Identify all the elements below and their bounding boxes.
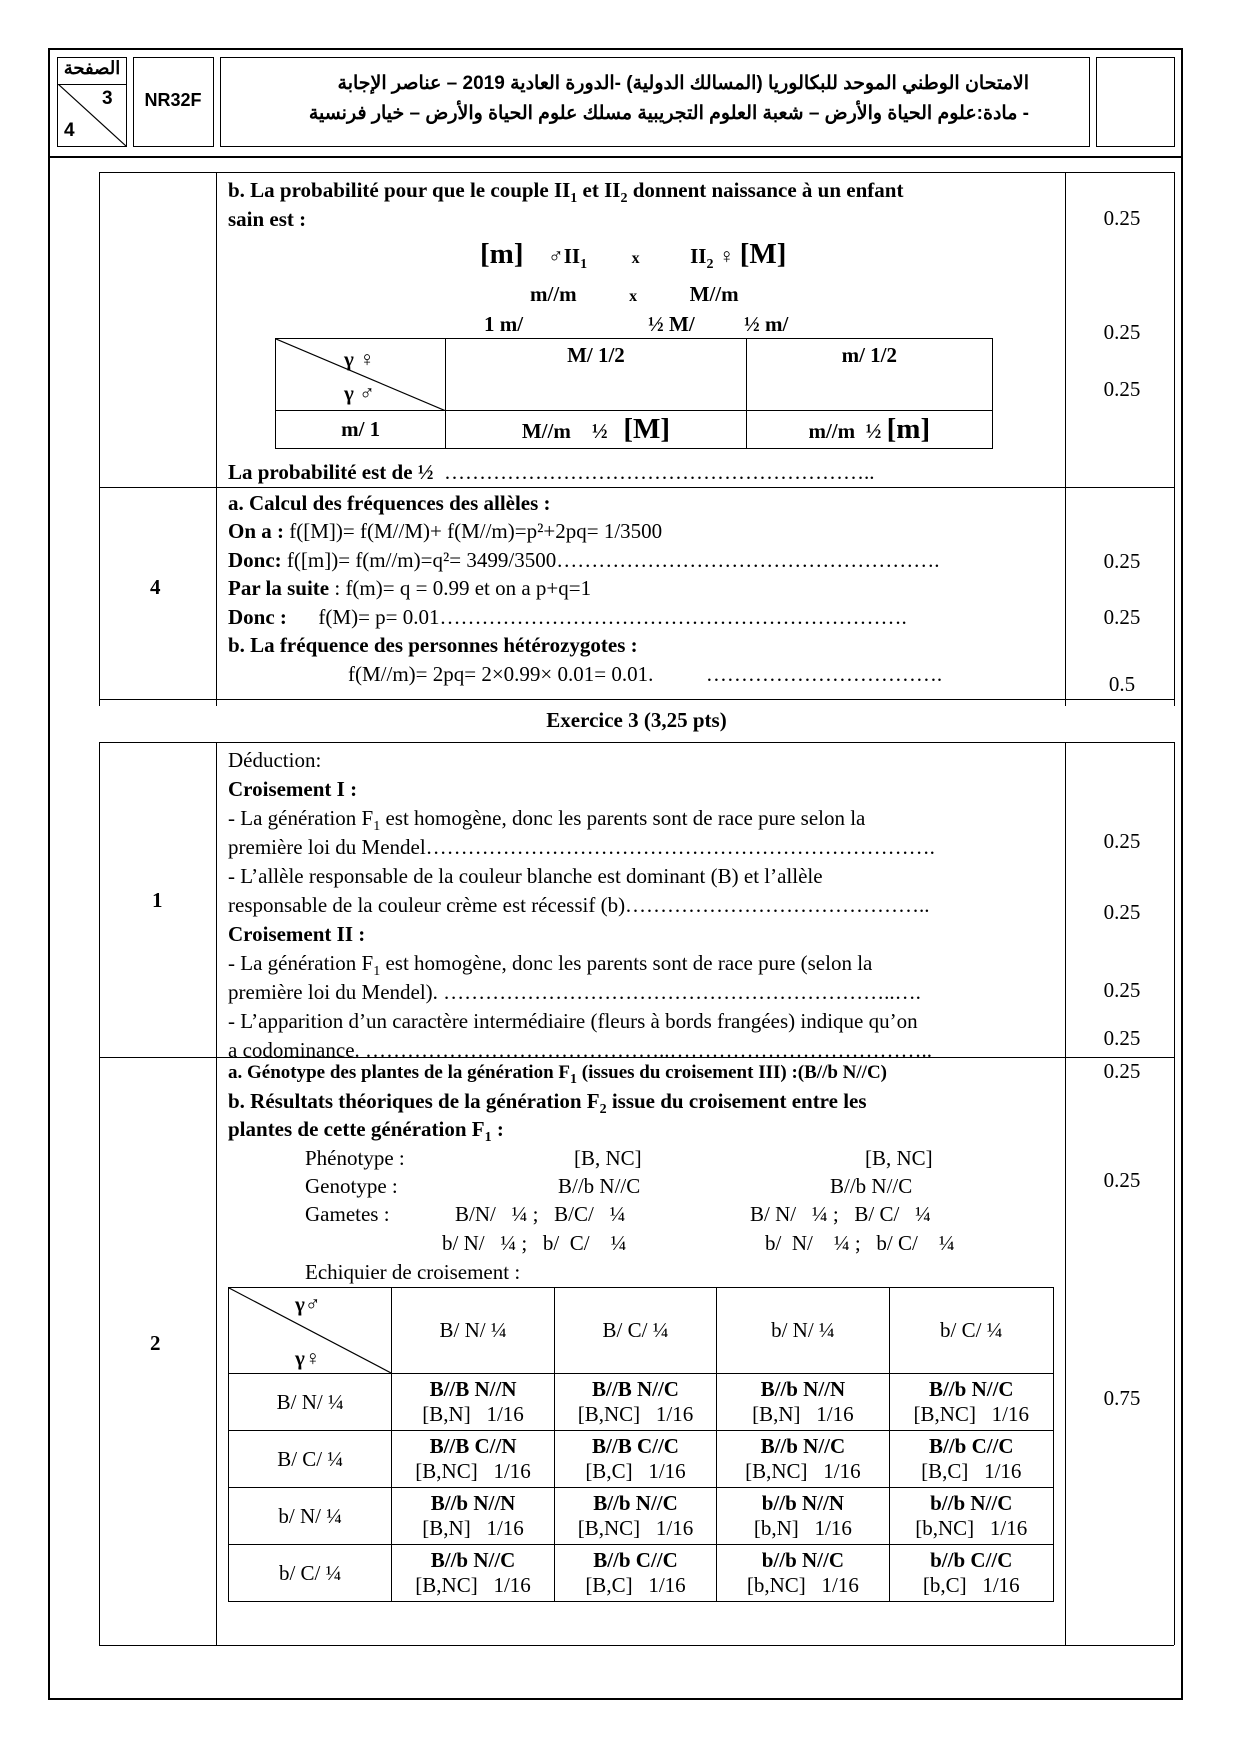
cell-Mm-frac: ½ — [591, 419, 608, 443]
prob-title-a: b. La probabilité pour que le couple II — [228, 178, 571, 202]
grid-cell-geno: B//b C//C — [593, 1548, 678, 1572]
grid-cell — [717, 1488, 889, 1545]
q4-b-title: b. La fréquence des personnes hétérozygotes : — [228, 633, 638, 657]
col-header-M: M/ 1/2 — [446, 339, 746, 411]
grid-cell — [717, 1374, 889, 1431]
cell-Mm-geno: M//m — [521, 419, 571, 443]
grid-row-header: b/ N/ ¼ — [229, 1488, 392, 1545]
q1-c2-l4: a codominance. ……………………………………..……………………………….. — [228, 1038, 933, 1062]
page-number-box — [57, 57, 127, 147]
prob-title-sub2: 2 — [620, 191, 628, 207]
pheno-2: [B, NC] — [865, 1146, 933, 1170]
prob-title-c: donnent naissance à un enfant — [627, 178, 904, 202]
prob-title-line2: sain est : — [228, 207, 307, 231]
pheno-label: Phénotype : — [305, 1146, 405, 1170]
prob-conclusion-dots: …………………………………………………….. — [444, 460, 875, 484]
q1-deduction: Déduction: — [228, 748, 322, 772]
q4-l1-text: f([M])= f(M//M)+ f(M//m)=p²+2pq= 1/3500 — [289, 519, 663, 543]
title-line-1: الامتحان الوطني الموحد للبكالوريا (المسالك الدولية) -الدورة العادية 2019 – عناصر الإجابة — [337, 73, 1029, 94]
grid-cell-pheno: [B,NC] 1/16 — [577, 1402, 694, 1426]
grid-cell-geno: B//B C//N — [429, 1434, 517, 1458]
grid-col-header: B/ N/ ¼ — [392, 1288, 554, 1374]
prob-conclusion — [228, 458, 875, 486]
q1-c1-l4: responsable de la couleur crème est récessif (b)…………………………………….. — [228, 893, 930, 917]
points-q4-1: 0.25 — [1103, 549, 1141, 573]
grid-cell-geno: b//b C//C — [930, 1548, 1013, 1572]
gam-row1-left: B/N/ ¼ ; B/C/ ¼ — [455, 1202, 626, 1226]
gam-row2-right: b/ N/ ¼ ; b/ C/ ¼ — [765, 1231, 955, 1255]
q4-b-dots: ……………………………. — [705, 662, 943, 686]
points-q4-2: 0.25 — [1103, 605, 1141, 629]
title-box — [220, 57, 1090, 147]
col-header-m: m/ 1/2 — [746, 339, 992, 411]
grid-row-header: b/ C/ ¼ — [229, 1545, 392, 1602]
q1-c2-l1-b: est homogène, donc les parents sont de race pure (selon la — [380, 951, 873, 975]
q1-c2-l1 — [228, 949, 873, 980]
blank-box — [1096, 57, 1175, 147]
grid-cell-geno: B//b N//C — [928, 1377, 1014, 1401]
grid-cell-pheno: [B,N] 1/16 — [422, 1516, 524, 1540]
points-prob-1: 0.25 — [1103, 206, 1141, 230]
grid-cell-geno: B//B N//N — [429, 1377, 517, 1401]
grid-cell — [717, 1431, 889, 1488]
grid-male-gamma: γ♂ — [295, 1292, 321, 1316]
grid-col-header: b/ C/ ¼ — [889, 1288, 1053, 1374]
row-header-m: m/ 1 — [276, 411, 446, 449]
grid-cell — [392, 1545, 554, 1602]
page-label: الصفحة — [63, 58, 121, 78]
grid-cell-pheno: [b,N] 1/16 — [753, 1516, 852, 1540]
q2-number: 2 — [150, 1331, 161, 1355]
q4-number: 4 — [150, 575, 161, 599]
cell-mm — [746, 411, 992, 449]
q1-c1-l3: - L’allèle responsable de la couleur blanche est dominant (B) et l’allèle — [228, 864, 823, 888]
grid-cell-geno: B//B N//C — [592, 1377, 679, 1401]
grid-cell-pheno: [b,NC] 1/16 — [915, 1516, 1028, 1540]
grid-cell-geno: b//b N//N — [761, 1491, 845, 1515]
grid-cell-pheno: [B,NC] 1/16 — [577, 1516, 694, 1540]
q1-c1-l1 — [228, 804, 866, 835]
prob-title-b: et II — [577, 178, 621, 202]
q2-a-end: (issues du croisement III) :(B//b N//C) — [581, 1062, 887, 1083]
q2-b-l2-b: : — [491, 1117, 504, 1141]
grid-cell — [889, 1431, 1053, 1488]
cross-female-parent: II — [690, 244, 707, 268]
grid-cell-geno: B//B C//C — [592, 1434, 679, 1458]
points-q1-4: 0.25 — [1103, 1026, 1141, 1050]
q2-b-l1-b: issue du croisement entre les — [606, 1089, 867, 1113]
points-q1-2: 0.25 — [1103, 900, 1141, 924]
cross-male-parent: ♂II — [547, 244, 581, 268]
q2-a — [228, 1059, 887, 1087]
gam-row1-right: B/ N/ ¼ ; B/ C/ ¼ — [750, 1202, 931, 1226]
pheno-1: [B, NC] — [574, 1146, 642, 1170]
q4-l2-text: f([m])= f(m//m)=q²= 3499/3500………………………………………………. — [286, 548, 940, 572]
grid-cell-pheno: [B,N] 1/16 — [422, 1402, 524, 1426]
page-total: 4 — [64, 120, 75, 141]
grid-cell-geno: B//b N//C — [593, 1491, 678, 1515]
grid-cell — [392, 1488, 554, 1545]
q4-line-1 — [228, 517, 662, 545]
q1-c1-title: Croisement I : — [228, 777, 358, 801]
grid-cell-geno: b//b N//C — [930, 1491, 1013, 1515]
cross-right-pheno: [M] — [739, 238, 787, 270]
q2-b-l2-sub: 1 — [484, 1130, 492, 1146]
cross-x: x — [631, 250, 640, 267]
q4-a-title: a. Calcul des fréquences des allèles : — [228, 491, 551, 515]
points-q2-3: 0.75 — [1103, 1386, 1141, 1410]
grid-cell-geno: B//b N//N — [430, 1491, 516, 1515]
female-gamma: γ ♀ — [344, 347, 375, 371]
grid-cell-pheno: [B,NC] 1/16 — [415, 1573, 531, 1597]
q4-l2-label: Donc: — [228, 548, 282, 572]
grid-cell — [392, 1431, 554, 1488]
grid-cell-pheno: [B,NC] 1/16 — [415, 1459, 531, 1483]
q4-l3-text: : f(m)= q = 0.99 et on a p+q=1 — [334, 576, 592, 600]
gamete-right: ½ m/ — [744, 312, 789, 336]
grid-cell-pheno: [B,C] 1/16 — [585, 1459, 686, 1483]
q2-b-l1 — [228, 1087, 867, 1118]
q4-l4-label: Donc : — [228, 605, 287, 629]
cell-mm-pheno: [m] — [886, 413, 931, 445]
grid-cell-pheno: [B,NC] 1/16 — [913, 1402, 1030, 1426]
q2-b-l2-a: plantes de cette génération F — [228, 1117, 485, 1141]
q4-b-line — [348, 660, 942, 688]
q1-c2-l3: - L’apparition d’un caractère intermédiaire (fleurs à bords frangées) indique qu’on — [228, 1009, 918, 1033]
gam-label: Gametes : — [305, 1202, 390, 1226]
q2-a-sub: 1 — [570, 1071, 577, 1087]
grid-cell — [554, 1374, 716, 1431]
points-prob-3: 0.25 — [1103, 377, 1141, 401]
geno-x: x — [629, 288, 638, 305]
female-symbol-icon: ♀ — [718, 244, 735, 268]
grid-cell-geno: B//b N//C — [760, 1434, 846, 1458]
grid-cell-geno: B//b N//N — [760, 1377, 846, 1401]
q4-l4-text: f(M)= p= 0.01…………………………………………………………. — [318, 605, 907, 629]
q1-c2-title: Croisement II : — [228, 922, 366, 946]
q4-l3-label: Par la suite — [228, 576, 330, 600]
cross-female-sub: 2 — [706, 257, 714, 273]
grid-cell — [717, 1545, 889, 1602]
gamete-line: 1 m/ — [484, 312, 524, 336]
cell-mm-frac: ½ — [865, 419, 882, 443]
grid-cell — [392, 1374, 554, 1431]
grid-row-header: B/ N/ ¼ — [229, 1374, 392, 1431]
prob-conclusion-text: La probabilité est de ½ — [228, 460, 434, 484]
q4-line-4 — [228, 603, 907, 631]
cross-left-pheno: [m] — [480, 238, 524, 270]
geno-label: Genotype : — [305, 1174, 398, 1198]
q1-c2-l1-a: - La génération F — [228, 951, 374, 975]
cross-line — [480, 236, 786, 277]
q1-c2-l1-sub: 1 — [373, 964, 381, 980]
grid-col-header: b/ N/ ¼ — [717, 1288, 889, 1374]
q1-c1-l1-a: - La génération F — [228, 806, 374, 830]
q1-number: 1 — [152, 888, 163, 912]
grid-cell-geno: b//b N//C — [761, 1548, 845, 1572]
q1-c1-l1-b: est homogène, donc les parents sont de race pure selon la — [380, 806, 866, 830]
gamete-mid: ½ M/ — [648, 312, 695, 336]
grid-cell-geno: B//b C//C — [928, 1434, 1014, 1458]
male-gamma: γ ♂ — [344, 381, 375, 405]
prob-title — [228, 176, 904, 207]
cell-Mm-pheno: [M] — [623, 413, 671, 445]
grid-female-gamma: γ♀ — [295, 1346, 321, 1370]
grid-cell-pheno: [B,C] 1/16 — [921, 1459, 1022, 1483]
grid-cell — [554, 1545, 716, 1602]
grid-cell-pheno: [B,NC] 1/16 — [745, 1459, 861, 1483]
cell-Mm — [446, 411, 746, 449]
q2-a-text: a. Génotype des plantes de la génération F — [228, 1062, 570, 1083]
points-q2-2: 0.25 — [1103, 1168, 1141, 1192]
q1-c1-l2: première loi du Mendel………………………………………………………………. — [228, 835, 935, 859]
grid-col-header: B/ C/ ¼ — [554, 1288, 716, 1374]
gamma-header-cell — [276, 339, 446, 411]
grid-row-header: B/ C/ ¼ — [229, 1431, 392, 1488]
points-prob-2: 0.25 — [1103, 320, 1141, 344]
grid-cell — [889, 1374, 1053, 1431]
q2-b-l2 — [228, 1115, 504, 1146]
echiquier-label: Echiquier de croisement : — [305, 1260, 521, 1284]
q1-c1-l1-sub: 1 — [373, 819, 381, 835]
points-q4-3: 0.5 — [1108, 672, 1136, 696]
geno-left: m//m — [530, 282, 577, 306]
points-q1-3: 0.25 — [1103, 978, 1141, 1002]
grid-cell — [554, 1431, 716, 1488]
q4-b-text: f(M//m)= 2pq= 2×0.99× 0.01= 0.01. — [348, 662, 654, 686]
grid-cell-pheno: [b,NC] 1/16 — [746, 1573, 859, 1597]
gam-row2-left: b/ N/ ¼ ; b/ C/ ¼ — [442, 1231, 627, 1255]
prob-title-sub1: 1 — [570, 191, 578, 207]
exam-code: NR32F — [144, 90, 202, 110]
geno-right: M//m — [689, 282, 739, 306]
page-number: 3 — [102, 88, 113, 109]
grid-cell-pheno: [b,C] 1/16 — [922, 1573, 1020, 1597]
geno-1: B//b N//C — [558, 1174, 641, 1198]
points-q2-1: 0.25 — [1103, 1059, 1141, 1083]
q4-l1-label: On a : — [228, 519, 285, 543]
code-box — [133, 57, 214, 147]
grid-cell-pheno: [B,C] 1/16 — [585, 1573, 686, 1597]
grid-cell-pheno: [B,N] 1/16 — [752, 1402, 854, 1426]
q1-c2-l2: première loi du Mendel). ………………………………………………………..…. — [228, 980, 921, 1004]
grid-cell — [889, 1488, 1053, 1545]
q2-b-l1-sub: 2 — [599, 1102, 607, 1118]
grid-cell — [889, 1545, 1053, 1602]
exercise3-title: Exercice 3 (3,25 pts) — [546, 708, 727, 732]
punnett-grid — [228, 1287, 1054, 1602]
grid-corner — [229, 1288, 392, 1374]
grid-cell-geno: B//b N//C — [430, 1548, 516, 1572]
cross-male-sub: 1 — [580, 257, 588, 273]
grid-cell — [554, 1488, 716, 1545]
points-q1-1: 0.25 — [1103, 829, 1141, 853]
cell-mm-geno: m//m — [808, 419, 856, 443]
q4-line-2 — [228, 546, 939, 574]
q4-line-3 — [228, 574, 591, 602]
punnett-table-small — [275, 338, 993, 449]
title-line-2: - مادة:علوم الحياة والأرض – شعبة العلوم التجريبية مسلك علوم الحياة والأرض – خيار فرنسية — [308, 103, 1029, 124]
q2-b-l1-a: b. Résultats théoriques de la génération F — [228, 1089, 600, 1113]
geno-line — [530, 280, 739, 311]
geno-2: B//b N//C — [830, 1174, 913, 1198]
